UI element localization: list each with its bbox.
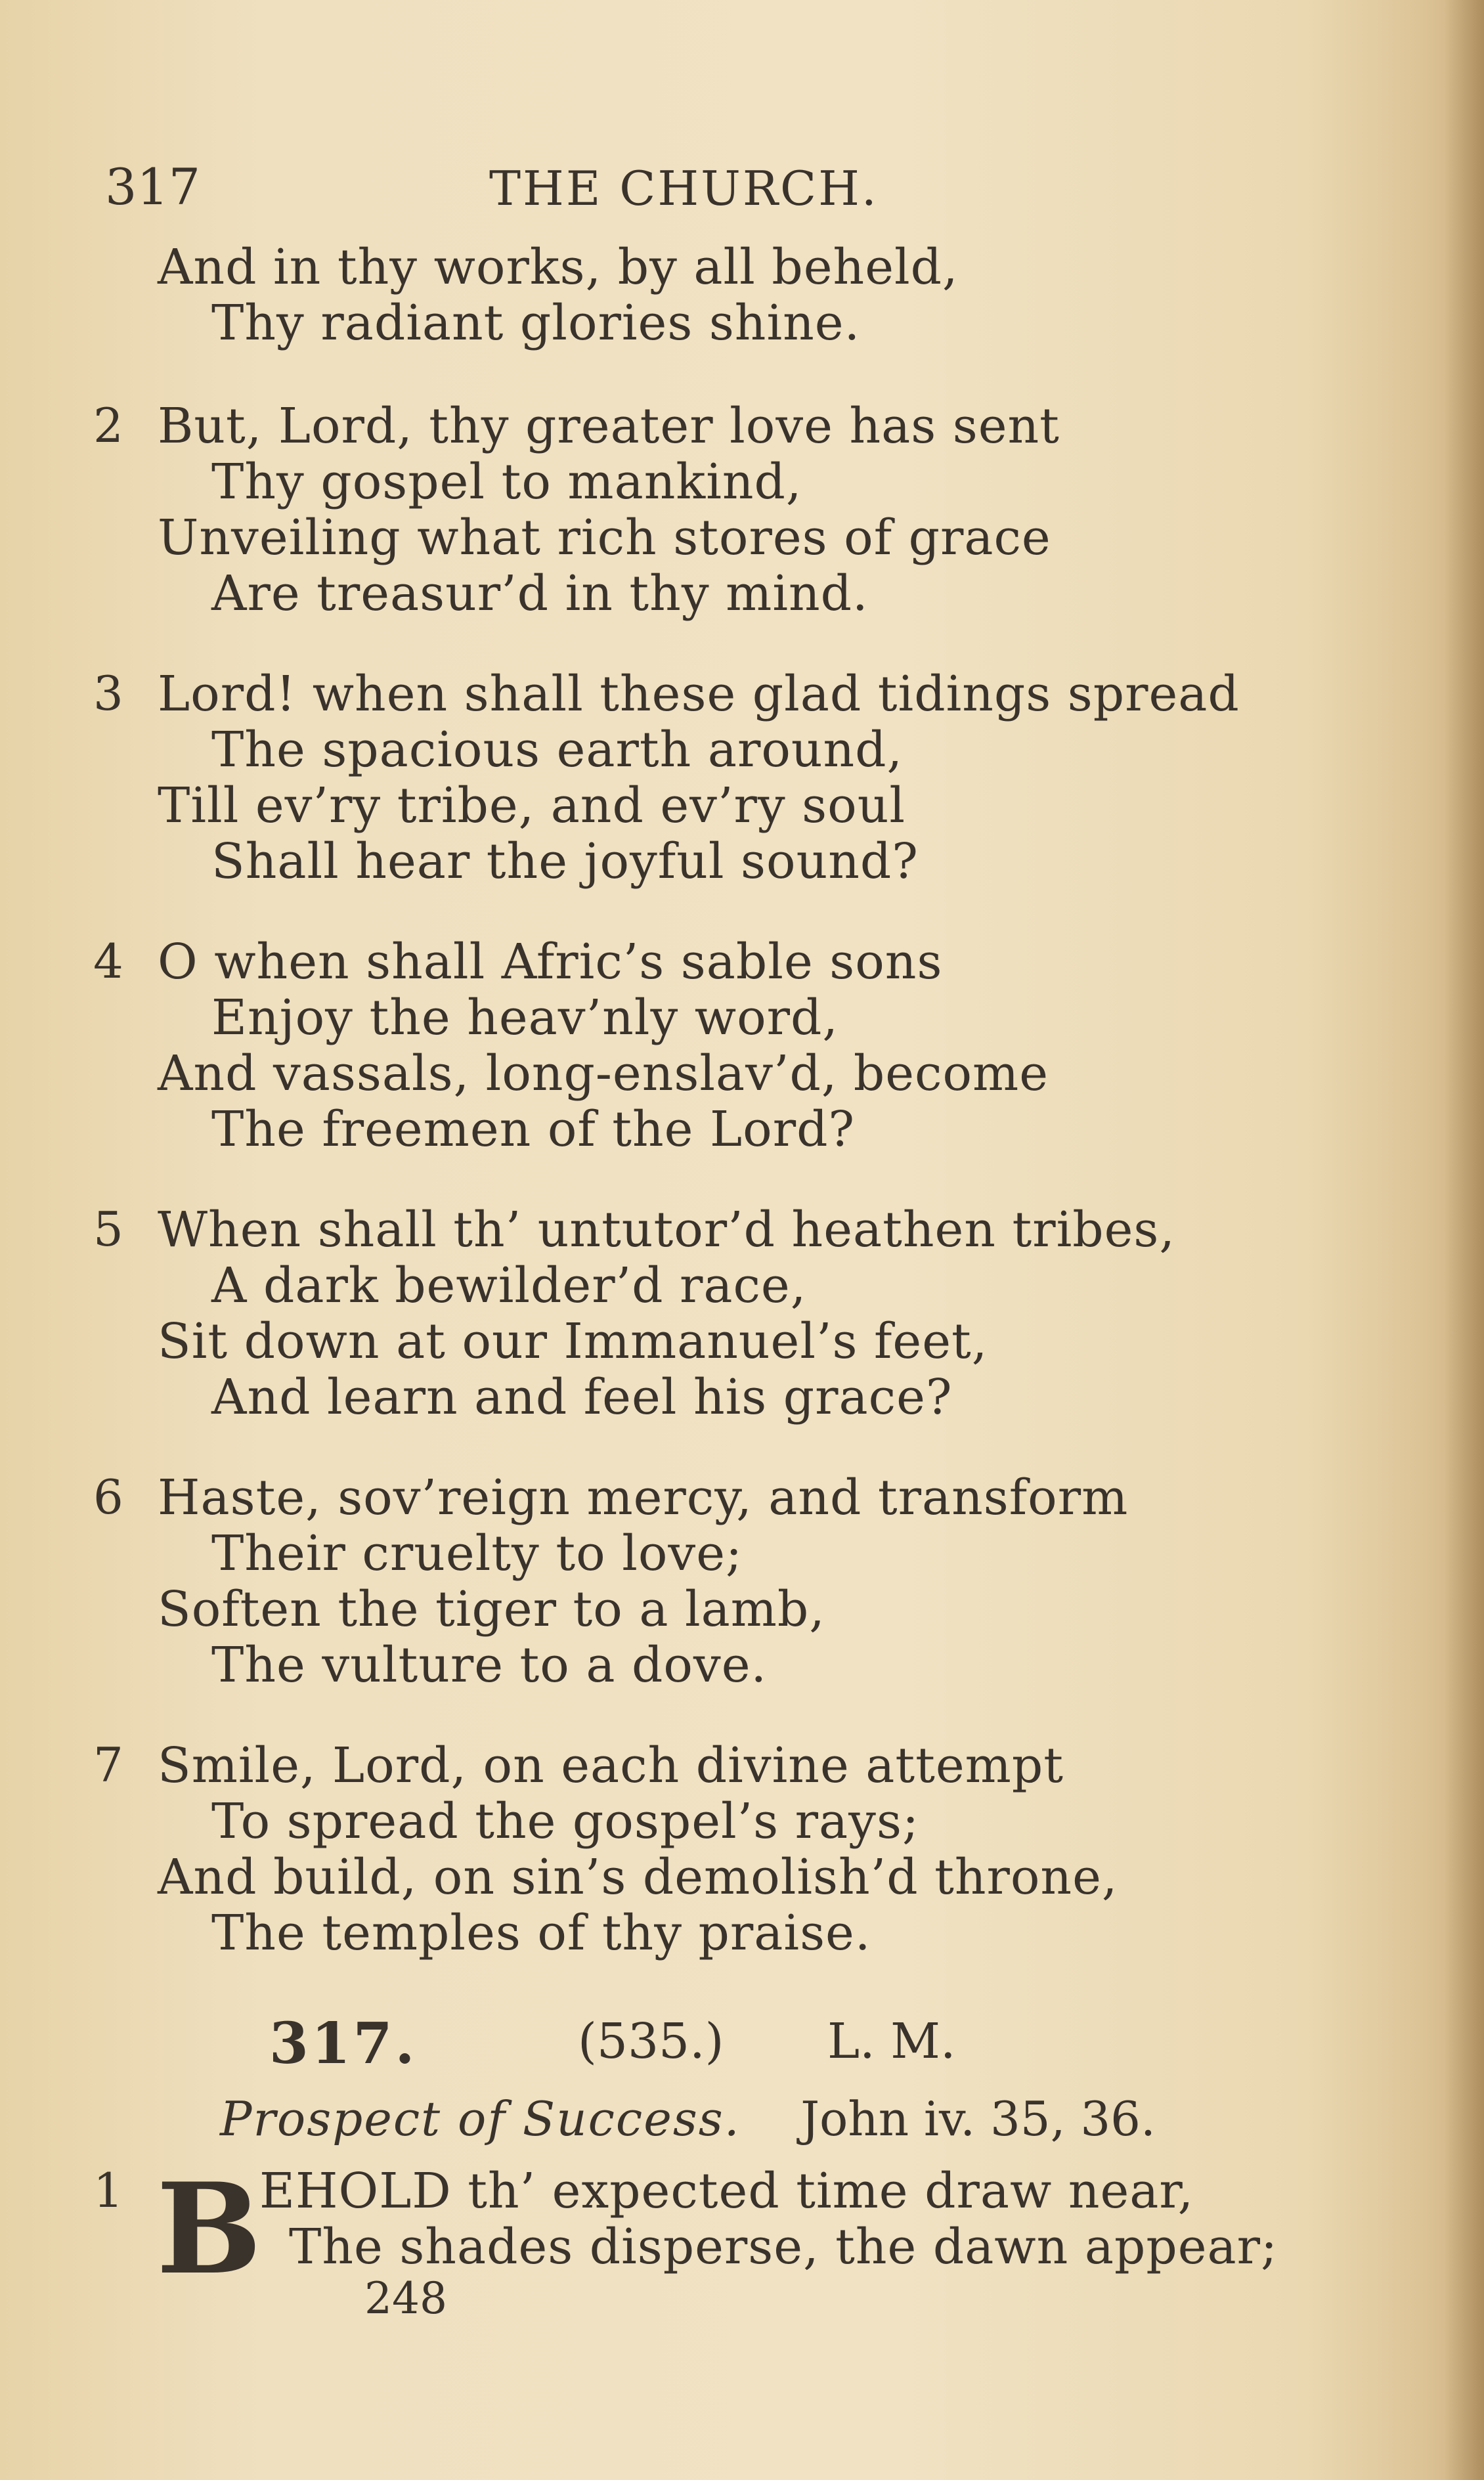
stanza-number: 2	[93, 398, 123, 453]
page-number: 317	[105, 158, 201, 216]
stanza-line: The freemen of the Lord?	[211, 1101, 856, 1158]
stanza-line: Sit down at our Immanuel’s feet,	[158, 1313, 988, 1370]
hymn-subtitle-scripture: John iv. 35, 36.	[800, 2091, 1156, 2146]
stanza-line: But, Lord, thy greater love has sent	[158, 398, 1060, 454]
signature-mark: 248	[364, 2273, 447, 2324]
continuation-line: And in thy works, by all beheld,	[158, 239, 959, 295]
stanza-line: And build, on sin’s demolish’d throne,	[158, 1849, 1118, 1905]
stanza-line: Unveiling what rich stores of grace	[158, 510, 1051, 566]
stanza-line: To spread the gospel’s rays;	[211, 1793, 919, 1850]
stanza-line: Soften the tiger to a lamb,	[158, 1581, 825, 1638]
stanza-number: 6	[93, 1469, 123, 1525]
stanza-line: Till ev’ry tribe, and ev’ry soul	[158, 777, 906, 834]
page-edge-shadow	[1445, 0, 1484, 2480]
hymn-reference: (535.)	[578, 2013, 724, 2070]
running-title: THE CHURCH.	[489, 161, 879, 216]
stanza-line: The shades disperse, the dawn appear;	[289, 2219, 1278, 2275]
stanza-number: 1	[93, 2163, 123, 2218]
stanza-line: EHOLD th’ expected time draw near,	[259, 2163, 1194, 2219]
hymn-subtitle	[220, 2091, 1156, 2146]
hymn-meter: L. M.	[827, 2013, 956, 2070]
stanza-line: The spacious earth around,	[211, 722, 904, 778]
stanza-line: Haste, sov’reign mercy, and transform	[158, 1469, 1129, 1526]
stanza-number: 3	[93, 666, 123, 721]
stanza-number: 5	[93, 1202, 123, 1257]
drop-cap: B	[156, 2156, 262, 2302]
stanza-number: 4	[93, 934, 123, 989]
hymn-subtitle-title: Prospect of Success.	[220, 2091, 741, 2146]
stanza-line: Their cruelty to love;	[211, 1525, 743, 1582]
stanza-line: Enjoy the heav’nly word,	[211, 990, 839, 1046]
stanza-number: 7	[93, 1737, 123, 1793]
stanza-line: When shall th’ untutor’d heathen tribes,	[158, 1202, 1175, 1258]
stanza-line: The vulture to a dove.	[211, 1637, 768, 1693]
stanza-line: Thy gospel to mankind,	[211, 454, 802, 510]
stanza-line: Smile, Lord, on each divine attempt	[158, 1737, 1064, 1794]
stanza-line: Lord! when shall these glad tidings spread	[158, 666, 1240, 722]
stanza-line: The temples of thy praise.	[211, 1905, 871, 1961]
hymn-subtitle-spacer	[756, 2091, 786, 2146]
stanza-line: Are treasur’d in thy mind.	[211, 565, 869, 622]
stanza-line: And vassals, long-enslav’d, become	[158, 1045, 1049, 1102]
continuation-line: Thy radiant glories shine.	[211, 295, 861, 351]
stanza-line: A dark bewilder’d race,	[211, 1257, 807, 1314]
hymn-number: 317.	[269, 2011, 418, 2077]
stanza-line: Shall hear the joyful sound?	[211, 833, 919, 890]
stanza-line: And learn and feel his grace?	[211, 1369, 953, 1425]
stanza-line: O when shall Afric’s sable sons	[158, 934, 943, 990]
